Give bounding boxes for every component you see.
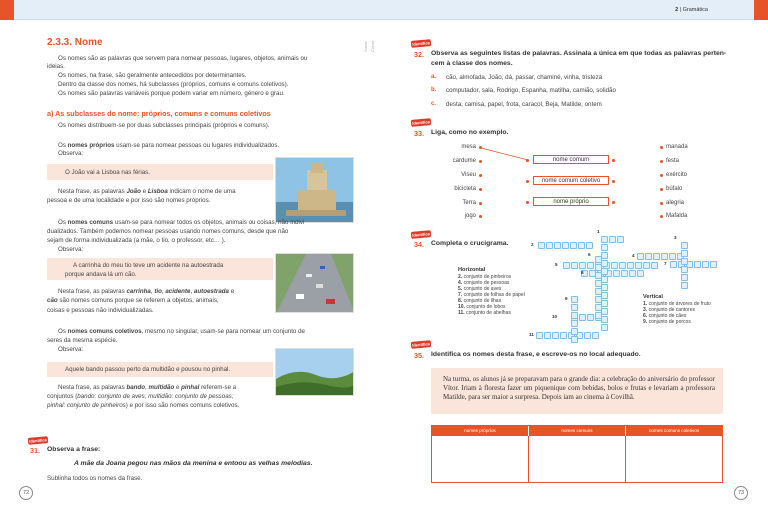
crossword-cell[interactable] — [651, 262, 658, 269]
crossword-cell[interactable] — [571, 328, 578, 335]
connector-dot[interactable] — [660, 174, 663, 177]
crossword-number: 8 — [581, 270, 584, 275]
clues-horizontal-title: Horizontal — [458, 267, 486, 273]
connector-dot[interactable] — [479, 188, 482, 191]
crossword-cell[interactable] — [536, 332, 543, 339]
column-header: nomes próprios — [432, 426, 529, 436]
option-b[interactable]: computador, sala, Rodrigo, Espanha, matilha, camião, solidão — [446, 87, 616, 94]
connector-dot[interactable] — [479, 215, 482, 218]
crossword-number: 11 — [529, 332, 534, 337]
crossword-cell[interactable] — [571, 320, 578, 327]
crossword-cell[interactable] — [643, 262, 650, 269]
clue-horizontal: 7. conjunto de folhas de papel — [458, 292, 525, 298]
option-letter: b. — [431, 87, 437, 93]
proprios-definition: Os nomes próprios usam-se para nomear pessoas ou lugares individualizados. — [58, 142, 280, 149]
coletivos-explanation: Nesta frase, as palavras bando, multidão e pinhal referem-se a — [58, 384, 237, 391]
connector-dot[interactable] — [660, 202, 663, 205]
right-word: alegria — [666, 200, 685, 206]
page-number: 73 — [734, 486, 748, 500]
answer-cell-coletivos[interactable] — [626, 436, 722, 483]
q31-sentence: A mãe da Joana pegou nas mãos da menina e entoou as velhas melodias. — [74, 460, 313, 467]
crossword-cell[interactable] — [601, 276, 608, 283]
term-nomes-comuns-coletivos: nomes comuns coletivos — [67, 328, 142, 335]
clue-horizontal: 8. conjunto de ilhas — [458, 298, 502, 304]
observa-label: Observa: — [58, 150, 84, 157]
intro-line: Dentro da classe dos nomes, há subclasses (próprios, comuns e comuns coletivos). — [58, 81, 289, 88]
crossword-cell[interactable] — [681, 242, 688, 249]
page-number: 72 — [19, 486, 33, 500]
example-box — [47, 258, 273, 280]
crossword-cell[interactable] — [681, 274, 688, 281]
question-prompt: Identifica os nomes desta frase, e escreve-os no local adequado. — [431, 351, 641, 358]
crossword-cell[interactable] — [669, 253, 676, 260]
question-number: 34. — [414, 240, 424, 249]
clue-horizontal: 5. conjunto de aves — [458, 286, 502, 292]
left-word: cardume — [452, 158, 476, 164]
crossword-number: 6 — [588, 252, 591, 257]
left-word: Viseu — [461, 172, 476, 178]
connector-dot[interactable] — [479, 202, 482, 205]
crossword-cell[interactable] — [601, 244, 608, 251]
left-word: mesa — [461, 144, 476, 150]
observa-label: Observa: — [58, 346, 84, 353]
crossword-cell[interactable] — [681, 282, 688, 289]
right-word: manada — [666, 144, 688, 150]
crossword-cell[interactable] — [579, 314, 586, 321]
crossword-cell[interactable] — [563, 262, 570, 269]
crossword-cell[interactable] — [544, 332, 551, 339]
crossword-cell[interactable] — [694, 261, 701, 268]
crossword-cell[interactable] — [645, 253, 652, 260]
crossword-number: 4 — [632, 253, 635, 258]
crossword-cell[interactable] — [571, 304, 578, 311]
identifica-badge: Identifica — [29, 437, 47, 444]
corner-tab — [754, 0, 768, 20]
crossword-cell[interactable] — [595, 256, 602, 263]
crossword-cell[interactable] — [571, 262, 578, 269]
crossword-cell[interactable] — [619, 262, 626, 269]
identifica-badge: Identifica — [412, 341, 430, 348]
clue-horizontal: 10. conjunto de lobos — [458, 304, 506, 310]
question-prompt: Completa o crucigrama. — [431, 240, 509, 247]
identifica-badge: Identifica — [412, 231, 430, 238]
coletivos-explanation-2: conjuntos (bando: conjunto de aves; multidão: conjunto de pessoas; — [47, 393, 234, 400]
option-letter: c. — [431, 101, 437, 107]
crossword-cell[interactable] — [601, 316, 608, 323]
subsection-title: a) As subclasses do nome: próprios, comuns e comuns coletivos — [47, 109, 271, 118]
crossword-cell[interactable] — [601, 236, 608, 243]
story-text: Na turma, os alunos já se preparavam para o grande dia: a celebração do aniversário do professor Vítor. Iriam à floresta fazer um piquenique com bebidas, bolos e frutas e levariam a professora Matilde, para ser maior a surpresa. Depois iam ao cinema à Covilhã. — [443, 375, 715, 401]
option-c[interactable]: desta, camisa, papel, frota, caracol, Beja, Matilde, ontem — [446, 101, 602, 108]
proprios-explanation-2: pessoa e de uma localidade e por isso são nomes próprios. — [47, 197, 211, 204]
crossword-cell[interactable] — [587, 314, 594, 321]
intro-line: Os nomes são palavras variáveis porque podem variar em número, género e grau. — [58, 90, 285, 97]
crossword-cell[interactable] — [586, 242, 593, 249]
crossword-number: 3 — [674, 235, 677, 240]
question-number: 35. — [414, 351, 424, 360]
crossword-cell[interactable] — [617, 236, 624, 243]
crossword-cell[interactable] — [595, 272, 602, 279]
tower-photo — [275, 157, 354, 223]
comuns-definition-3: sejam de forma individualizada (a mãe, o tio, o professor, etc… ). — [47, 237, 226, 244]
answer-table — [431, 425, 723, 483]
coletivos-definition: Os nomes comuns coletivos, mesmo no singular, usam-se para nomear um conjunto de — [58, 328, 305, 335]
crossword-cell[interactable] — [681, 266, 688, 273]
comuns-definition-2: dualizados. Também podemos nomear pessoas usando nomes comuns, desde que não — [47, 228, 289, 235]
question-prompt: cem à classe dos nomes. — [431, 60, 513, 67]
crossword-cell[interactable] — [552, 332, 559, 339]
connector-dot[interactable] — [526, 201, 529, 204]
crossword-cell[interactable] — [611, 262, 618, 269]
corner-tab — [0, 0, 14, 20]
crossword-cell[interactable] — [595, 264, 602, 271]
crossword-number: 9 — [565, 296, 568, 301]
crossword-number: 7 — [664, 261, 667, 266]
identifica-badge: Identifica — [412, 40, 430, 47]
intro-line: ideias. — [47, 63, 65, 70]
clues-vertical-title: Vertical — [643, 294, 663, 300]
crossword-cell[interactable] — [571, 312, 578, 319]
crossword-cell[interactable] — [601, 292, 608, 299]
crossword-number: 2 — [531, 242, 534, 247]
crossword-cell[interactable] — [584, 332, 591, 339]
crossword-cell[interactable] — [601, 324, 608, 331]
example-box — [47, 362, 273, 377]
left-word: jogo — [464, 213, 476, 219]
example-sentence: Aquele bando passou perto da multidão e pousou no pinhal. — [65, 366, 231, 373]
crossword-cell[interactable] — [601, 268, 608, 275]
example-sentence: O João vai a Lisboa nas férias. — [65, 169, 150, 176]
question-number: 32. — [414, 50, 424, 59]
answer-cell-proprios[interactable] — [432, 436, 529, 483]
crossword-cell[interactable] — [627, 262, 634, 269]
answer-cell-comuns[interactable] — [529, 436, 626, 483]
clue-vertical: 1. conjunto de árvores de fruto — [643, 301, 711, 307]
crossword-cell[interactable] — [595, 296, 602, 303]
left-word: bicicleta — [454, 186, 476, 192]
option-letter: a. — [431, 74, 437, 80]
term-nomes-comuns: nomes comuns — [67, 219, 114, 226]
crossword-cell[interactable] — [601, 300, 608, 307]
connector-dot[interactable] — [479, 174, 482, 177]
crossword-number: 5 — [555, 262, 558, 267]
question-number: 31. — [30, 446, 40, 455]
crossword-cell[interactable] — [562, 242, 569, 249]
q31-task: Sublinha todos os nomes da frase. — [47, 475, 143, 482]
top-band — [0, 0, 384, 20]
connector-dot[interactable] — [612, 180, 615, 183]
clue-vertical: 9. conjunto de porcos — [643, 319, 691, 325]
connector-dot[interactable] — [660, 215, 663, 218]
crossword-cell[interactable] — [546, 242, 553, 249]
crossword-cell[interactable] — [560, 332, 567, 339]
crossword-cell[interactable] — [601, 308, 608, 315]
connector-dot[interactable] — [526, 180, 529, 183]
crossword-cell[interactable] — [635, 262, 642, 269]
connector-dot[interactable] — [612, 201, 615, 204]
clue-horizontal: 11. conjunto de abelhas — [458, 310, 511, 316]
crossword-cell[interactable] — [613, 270, 620, 277]
highway-photo — [275, 253, 354, 313]
crossword-cell[interactable] — [570, 242, 577, 249]
crossword-cell[interactable] — [578, 242, 585, 249]
connector-dot[interactable] — [660, 188, 663, 191]
crossword-cell[interactable] — [637, 253, 644, 260]
column-header: nomes comuns — [529, 426, 626, 436]
proprios-explanation: Nesta frase, as palavras João e Lisboa indicam o nome de uma — [58, 188, 236, 195]
coletivos-definition-2: seres da mesma espécie. — [47, 337, 118, 344]
right-word: búfalo — [666, 186, 683, 192]
crossword-cell[interactable] — [595, 312, 602, 319]
side-credit: Nome Correr — [363, 40, 375, 52]
crossword-cell[interactable] — [579, 262, 586, 269]
crossword-cell[interactable] — [670, 261, 677, 268]
running-header: 2 | Gramática — [675, 7, 708, 13]
crossword-number: 1 — [597, 229, 600, 234]
intro-line: Os nomes são as palavras que servem para nomear pessoas, lugares, objetos, animais ou — [58, 55, 308, 62]
crossword-cell[interactable] — [601, 284, 608, 291]
connector-dot[interactable] — [526, 159, 529, 162]
crossword-number: 10 — [552, 314, 558, 319]
question-number: 33. — [414, 129, 424, 138]
comuns-explanation-3: coisas e pessoas não individualizadas. — [47, 307, 154, 314]
option-a[interactable]: cão, almofada, João, dá, passar, chaminé, vinha, tristeza — [446, 74, 603, 81]
crossword-cell[interactable] — [601, 260, 608, 267]
question-prompt: Observa as seguintes listas de palavras. Assinala a única em que todas as palavras perten- — [431, 50, 727, 57]
crossword-cell[interactable] — [571, 336, 578, 343]
crossword-cell[interactable] — [592, 332, 599, 339]
crossword-cell[interactable] — [538, 242, 545, 249]
crossword-cell[interactable] — [629, 270, 636, 277]
example-sentence: porque andava lá um cão. — [65, 271, 137, 278]
crossword-cell[interactable] — [681, 258, 688, 265]
crossword-cell[interactable] — [653, 253, 660, 260]
crossword-cell[interactable] — [661, 253, 668, 260]
comuns-explanation-2: cão são nomes comuns porque se referem a objetos, animais, — [47, 297, 219, 304]
top-band — [384, 0, 768, 20]
category-box-nome-comum: nome comum — [533, 155, 609, 164]
crossword-cell[interactable] — [637, 270, 644, 277]
clue-horizontal: 2. conjunto de pinheiros — [458, 274, 512, 280]
crossword-cell[interactable] — [710, 261, 717, 268]
question-prompt: Liga, como no exemplo. — [431, 129, 509, 136]
example-sentence: A carrinha do meu tio teve um acidente na autoestrada — [73, 262, 224, 269]
clue-vertical: 3. conjunto de cantores — [643, 307, 695, 313]
category-box-nome-proprio: nome próprio — [533, 197, 609, 206]
crossword-cell[interactable] — [601, 252, 608, 259]
story-box — [431, 368, 723, 414]
clue-horizontal: 4. conjunto de pessoas — [458, 280, 510, 286]
crossword-cell[interactable] — [595, 288, 602, 295]
crossword-cell[interactable] — [554, 242, 561, 249]
example-connector-line — [480, 147, 530, 167]
comuns-explanation: Nesta frase, as palavras carrinha, tio, acidente, autoestrada e — [58, 288, 235, 295]
term-nomes-proprios: nomes próprios — [67, 142, 115, 149]
observa-label: Observa: — [58, 246, 84, 253]
right-word: festa — [666, 158, 680, 164]
crossword-cell[interactable] — [595, 304, 602, 311]
connector-dot[interactable] — [612, 159, 615, 162]
left-word: Terra — [462, 200, 476, 206]
clue-vertical: 6. conjunto de cães — [643, 313, 687, 319]
comuns-definition: Os nomes comuns usam-se para nomear todos os objetos, animais ou coisas, não indivi — [58, 219, 305, 226]
right-word: Mafalda — [666, 213, 688, 219]
coletivos-explanation-3: pinhal: conjunto de pinheiros) e por isso são nomes comuns coletivos. — [47, 402, 240, 409]
crossword-cell[interactable] — [571, 296, 578, 303]
subclasses-intro: Os nomes distribuem-se por duas subclasses principais (próprios e comuns). — [58, 122, 270, 129]
crossword-cell[interactable] — [587, 262, 594, 269]
connector-dot[interactable] — [660, 160, 663, 163]
identifica-badge: Identifica — [412, 119, 430, 126]
column-header: nomes comuns coletivos — [626, 426, 722, 436]
crossword-cell[interactable] — [621, 270, 628, 277]
question-prompt: Observa a frase: — [47, 446, 101, 453]
crossword-cell[interactable] — [609, 236, 616, 243]
category-box-nome-comum-coletivo: nome comum coletivo — [533, 176, 609, 185]
example-box — [47, 164, 273, 180]
crossword-cell[interactable] — [595, 280, 602, 287]
crossword-cell[interactable] — [681, 250, 688, 257]
intro-line: Os nomes, na frase, são geralmente antecedidos por determinantes. — [58, 72, 247, 79]
crossword-cell[interactable] — [702, 261, 709, 268]
section-title: 2.3.3. Nome — [47, 37, 103, 48]
connector-dot[interactable] — [660, 146, 663, 149]
landscape-photo — [275, 348, 354, 396]
right-word: exército — [666, 172, 688, 178]
